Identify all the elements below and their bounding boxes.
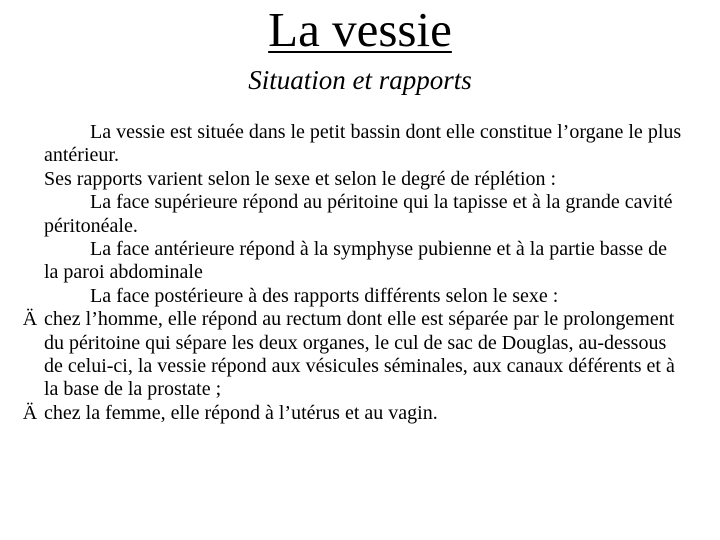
paragraph-face-posterieure: La face postérieure à des rapports différents selon le sexe : [90, 284, 559, 307]
bullet-text-femme: chez la femme, elle répond à l’utérus et au vagin. [44, 401, 438, 424]
arrow-bullet-icon: Ä [22, 401, 38, 424]
bullet-item-femme [22, 401, 684, 425]
paragraph-face-anterieure: La face antérieure répond à la symphyse pubienne et à la partie basse de la paroi abdominale [44, 238, 667, 284]
arrow-bullet-icon: Ä [22, 308, 38, 331]
paragraph-face-superieure: La face supérieure répond au péritoine qui la tapisse et à la grande cavité péritonéale. [44, 191, 673, 237]
page-subtitle: Situation et rapports [248, 65, 472, 95]
paragraph-rapports-intro: Ses rapports varient selon le sexe et selon le degré de réplétion : [44, 167, 557, 190]
bullet-text-homme: chez l’homme, elle répond au rectum dont elle est séparée par le prolongement du péritoine qui sépare les deux organes, le cul de sac de Douglas, au-dessous de celui-ci, la vessie répond aux vésicules séminales, aux canaux déférents et à la base de la prostate ; [44, 308, 675, 401]
paragraph-situation: La vessie est située dans le petit bassin dont elle constitue l’organe le plus antérieur. [44, 121, 682, 167]
bullet-item-homme [22, 308, 684, 402]
slide-body [22, 121, 684, 425]
page-title: La vessie [268, 2, 452, 57]
